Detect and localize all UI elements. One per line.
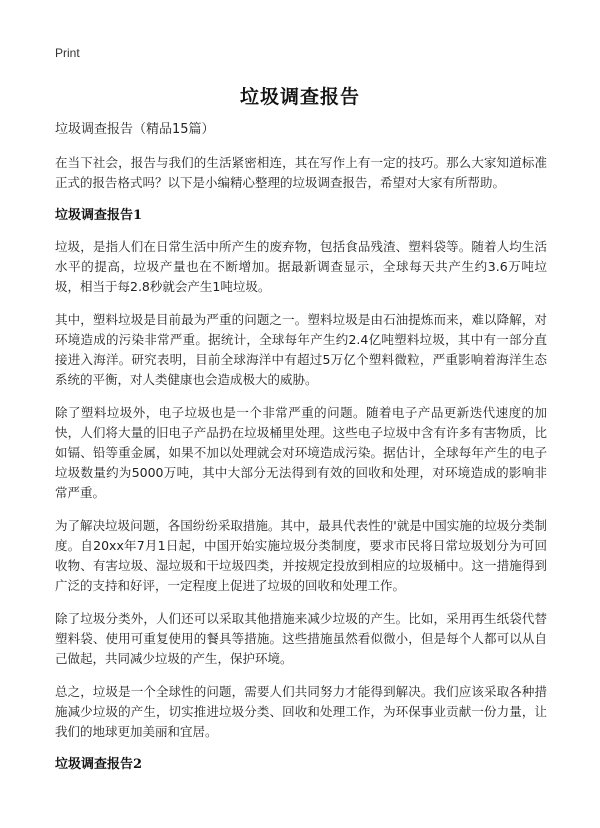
section-1-paragraph-1: 垃圾，是指人们在日常生活中所产生的废弃物，包括食品残渣、塑料袋等。随着人均生活水平的提高，垃圾产量也在不断增加。据最新调查显示，全球每天共产生约3.6万吨垃圾，相当于每2.8秒就会产生1吨垃圾。 [55,239,547,294]
section-heading-2: 垃圾调查报告2 [55,757,143,772]
section-1-paragraph-6: 总之，垃圾是一个全球性的问题，需要人们共同努力才能得到解决。我们应该采取各种措施减少垃圾的产生，切实推进垃圾分类、回收和处理工作，为环保事业贡献一份力量，让我们的地球更加美丽和宜居。 [55,684,547,739]
section-1-paragraph-2: 其中，塑料垃圾是目前最为严重的问题之一。塑料垃圾是由石油提炼而来，难以降解，对环境造成的污染非常严重。据统计，全球每年产生约2.4亿吨塑料垃圾，其中有一部分直接进入海洋。研究表明，目前全球海洋中有超过5万亿个塑料微粒，严重影响着海洋生态系统的平衡，对人类健康也会造成极大的威胁。 [55,312,547,387]
page-title: 垃圾调查报告 [239,86,360,108]
print-label: Print [55,46,80,60]
section-1-paragraph-4: 为了解决垃圾问题，各国纷纷采取措施。其中，最具代表性的'就是中国实施的垃圾分类制度。自20xx年7月1日起，中国开始实施垃圾分类制度，要求市民将日常垃圾划分为可回收物、有害垃圾、湿垃圾和干垃圾四类，并按规定投放到相应的垃圾桶中。这一措施得到广泛的支持和好评，一定程度上促进了垃圾的回收和处理工作。 [55,518,547,593]
section-1-paragraph-5: 除了垃圾分类外，人们还可以采取其他措施来减少垃圾的产生。比如，采用再生纸袋代替塑料袋、使用可重复使用的餐具等措施。这些措施虽然看似微小，但是每个人都可以从自己做起，共同减少垃圾的产生，保护环境。 [55,611,547,666]
intro-paragraph: 在当下社会，报告与我们的生活紧密相连，其在写作上有一定的技巧。那么大家知道标准正式的报告格式吗？以下是小编精心整理的垃圾调查报告，希望对大家有所帮助。 [55,155,547,190]
document-body [55,120,547,786]
section-heading-1: 垃圾调查报告1 [55,208,143,223]
section-1-paragraph-3: 除了塑料垃圾外，电子垃圾也是一个非常严重的问题。随着电子产品更新迭代速度的加快，人们将大量的旧电子产品扔在垃圾桶里处理。这些电子垃圾中含有许多有害物质，比如镉、铅等重金属，如果不加以处理就会对环境造成污染。据估计，全球每年产生的电子垃圾数量约为5000万吨，其中大部分无法得到有效的回收和处理，对环境造成的影响非常严重。 [55,405,547,500]
document-subtitle: 垃圾调查报告（精品15篇） [55,122,215,137]
